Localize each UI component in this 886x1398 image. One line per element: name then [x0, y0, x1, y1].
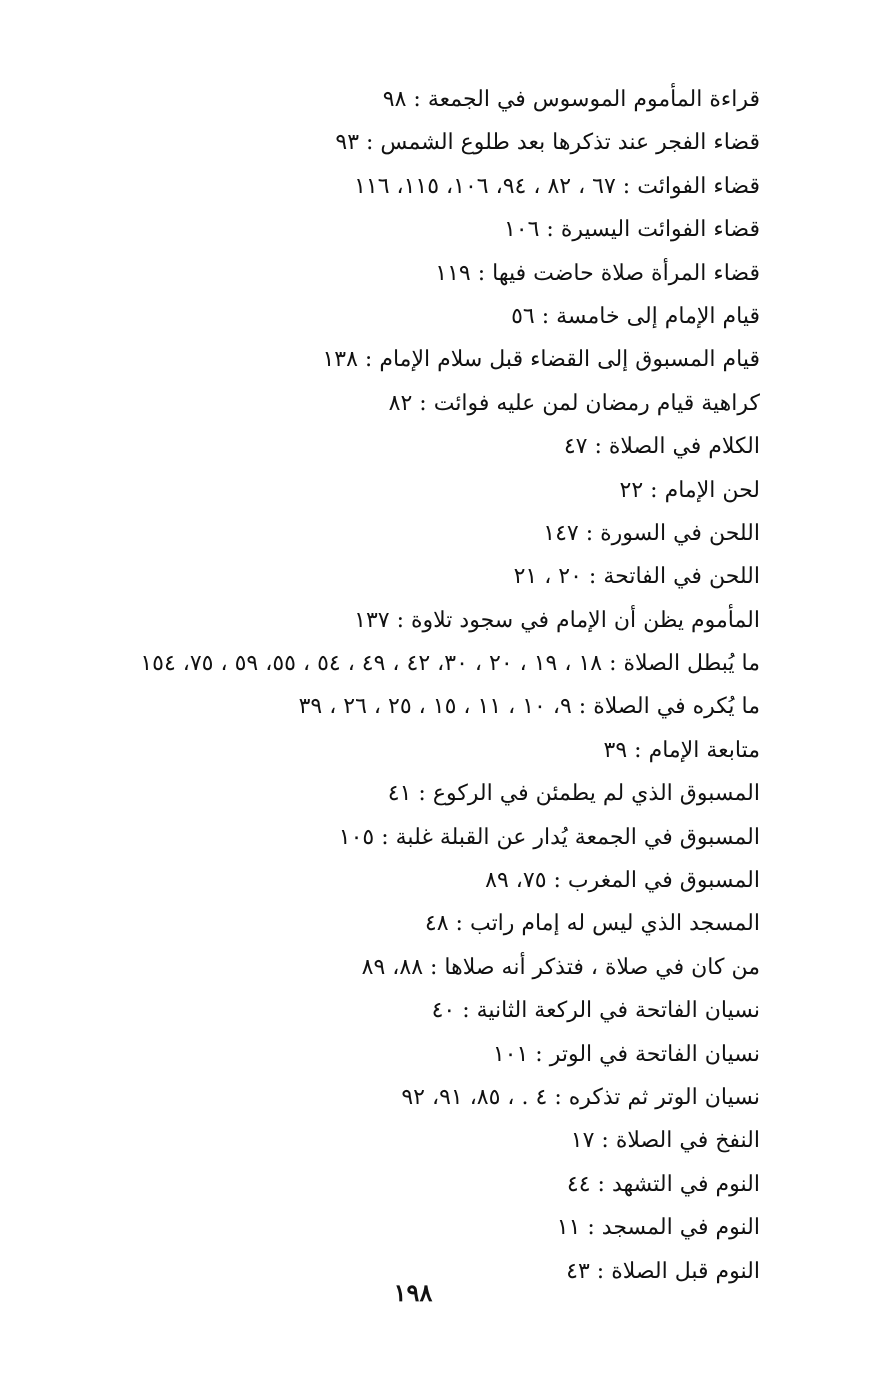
index-entry: نسيان الفاتحة في الركعة الثانية : ٤٠ — [431, 998, 760, 1024]
index-entry: قضاء الفوائت : ٦٧ ، ٨٢ ، ٩٤، ١٠٦، ١١٥، ١١٦ — [354, 173, 760, 199]
index-list — [20, 78, 760, 1293]
index-entry: قضاء الفجر عند تذكرها بعد طلوع الشمس : ٩٣ — [335, 130, 760, 156]
index-entry: المسبوق في الجمعة يُدار عن القبلة غلبة : ١٠٥ — [338, 824, 760, 850]
index-entry: النوم قبل الصلاة : ٤٣ — [566, 1258, 760, 1284]
index-entry: المسجد الذي ليس له إمام راتب : ٤٨ — [424, 911, 760, 937]
index-entry: لحن الإمام : ٢٢ — [619, 477, 760, 503]
page-number: ١٩٨ — [393, 1278, 433, 1307]
index-entry: ما يُبطل الصلاة : ١٨ ، ١٩ ، ٢٠ ، ٣٠، ٤٢ ، ٤٩ ، ٥٤ ، ٥٥، ٥٩ ، ٧٥، ١٥٤ — [140, 651, 760, 677]
index-entry: قضاء المرأة صلاة حاضت فيها : ١١٩ — [435, 260, 760, 286]
index-entry: اللحن في الفاتحة : ٢٠ ، ٢١ — [513, 564, 760, 590]
index-entry: المسبوق في المغرب : ٧٥، ٨٩ — [485, 868, 760, 894]
index-entry: نسيان الفاتحة في الوتر : ١٠١ — [492, 1041, 760, 1067]
index-entry: الكلام في الصلاة : ٤٧ — [563, 434, 760, 460]
index-entry: المأموم يظن أن الإمام في سجود تلاوة : ١٣٧ — [354, 607, 760, 633]
index-entry: متابعة الإمام : ٣٩ — [603, 737, 760, 763]
index-entry: قضاء الفوائت اليسيرة : ١٠٦ — [503, 217, 760, 243]
index-entry: قراءة المأموم الموسوس في الجمعة : ٩٨ — [382, 87, 760, 112]
index-entry: اللحن في السورة : ١٤٧ — [543, 520, 760, 546]
index-entry: من كان في صلاة ، فتذكر أنه صلاها : ٨٨، ٨٩ — [361, 954, 760, 980]
index-entry: النوم في المسجد : ١١ — [556, 1215, 760, 1241]
index-entry: المسبوق الذي لم يطمئن في الركوع : ٤١ — [387, 781, 760, 807]
index-entry: النفخ في الصلاة : ١٧ — [570, 1128, 760, 1154]
index-entry: نسيان الوتر ثم تذكره : ٤ . ، ٨٥، ٩١، ٩٢ — [401, 1084, 760, 1110]
index-entry: النوم في التشهد : ٤٤ — [566, 1171, 760, 1197]
index-entry: ما يُكره في الصلاة : ٩، ١٠ ، ١١ ، ١٥ ، ٢٥ ، ٢٦ ، ٣٩ — [298, 694, 760, 720]
index-entry: قيام الإمام إلى خامسة : ٥٦ — [511, 303, 760, 329]
index-entry: كراهية قيام رمضان لمن عليه فوائت : ٨٢ — [388, 390, 760, 416]
index-entry: قيام المسبوق إلى القضاء قبل سلام الإمام : ١٣٨ — [322, 347, 760, 373]
